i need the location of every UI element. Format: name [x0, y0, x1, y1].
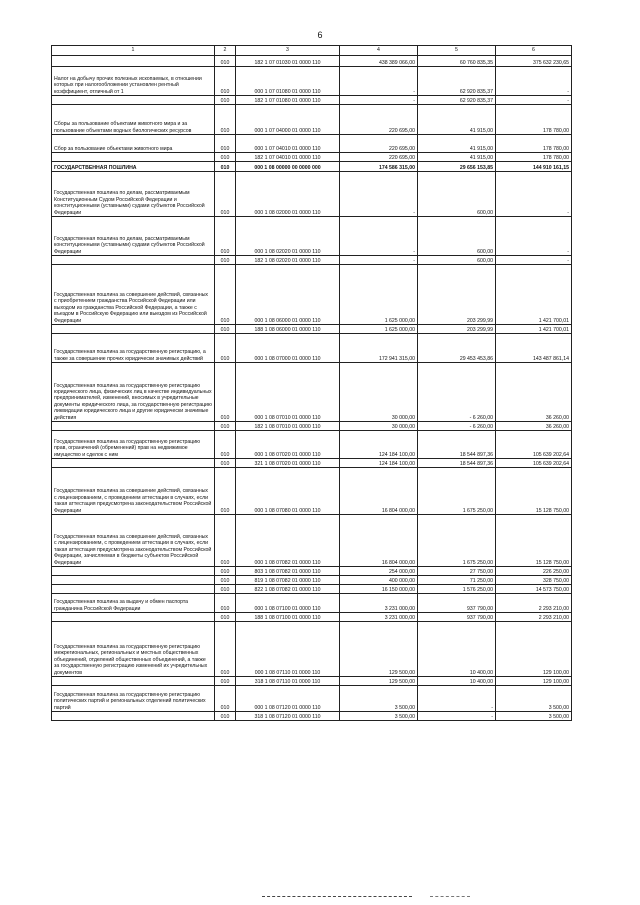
header-col-2: 2: [215, 46, 236, 56]
row-unexecuted-cell: 2 293 210,00: [496, 613, 572, 622]
table-row: [52, 172, 572, 217]
row-line-code-cell: 010: [215, 431, 236, 459]
row-name-cell: [52, 459, 215, 468]
table-row: [52, 622, 572, 677]
row-name-cell: Государственная пошлина за государственную регистрацию прав, ограничений (обременений) прав на недвижимое имущество и сделок с ним: [52, 431, 215, 459]
table-row: [52, 105, 572, 135]
row-executed-cell: 1 576 250,00: [418, 585, 496, 594]
row-budget-code-cell: 182 1 07 01030 01 0000 110: [236, 56, 340, 67]
row-executed-cell: 41 915,00: [418, 135, 496, 153]
row-approved-cell: 400 000,00: [340, 576, 418, 585]
row-approved-cell: 220 695,00: [340, 153, 418, 162]
row-executed-cell: 203 299,99: [418, 325, 496, 334]
row-approved-cell: -: [340, 256, 418, 265]
table-row: [52, 96, 572, 105]
row-line-code-cell: 010: [215, 256, 236, 265]
row-executed-cell: 62 920 835,37: [418, 67, 496, 96]
row-executed-cell: -: [418, 686, 496, 712]
row-name-cell: Сборы за пользование объектами животного мира и за пользование объектами водных биологических ресурсов: [52, 105, 215, 135]
table-row: [52, 677, 572, 686]
row-unexecuted-cell: 328 750,00: [496, 576, 572, 585]
row-name-cell: [52, 325, 215, 334]
row-unexecuted-cell: 178 780,00: [496, 153, 572, 162]
header-col-3: 3: [236, 46, 340, 56]
row-executed-cell: 600,00: [418, 217, 496, 256]
row-executed-cell: 18 544 897,36: [418, 431, 496, 459]
row-unexecuted-cell: 105 639 202,64: [496, 431, 572, 459]
table-row: [52, 712, 572, 721]
row-executed-cell: 41 915,00: [418, 105, 496, 135]
row-line-code-cell: 010: [215, 422, 236, 431]
row-executed-cell: 62 920 835,37: [418, 96, 496, 105]
row-name-cell: Государственная пошлина за государственную регистрацию политических партий и региональных отделений политических партий: [52, 686, 215, 712]
row-budget-code-cell: 000 1 07 01080 01 0000 110: [236, 67, 340, 96]
row-unexecuted-cell: 178 780,00: [496, 135, 572, 153]
row-approved-cell: 129 500,00: [340, 622, 418, 677]
row-line-code-cell: 010: [215, 515, 236, 567]
table-row: [52, 56, 572, 67]
row-approved-cell: -: [340, 96, 418, 105]
row-name-cell: Государственная пошлина по делам, рассматриваемым Конституционным Судом Российской Федерации и конституционными (уставными) судами субъектов Российской Федерации: [52, 172, 215, 217]
row-name-cell: Государственная пошлина за совершение действий, связанных с лицензированием, с проведением аттестации в случаях, если такая аттестация предусмотрена законодательством Российской Федерации, зачисляемая в бюджеты субъектов Российской Федерации: [52, 515, 215, 567]
row-budget-code-cell: 000 1 08 06000 01 0000 110: [236, 265, 340, 325]
row-unexecuted-cell: 1 421 700,01: [496, 325, 572, 334]
row-name-cell: [52, 56, 215, 67]
row-unexecuted-cell: 129 100,00: [496, 677, 572, 686]
row-approved-cell: 3 231 000,00: [340, 594, 418, 613]
table-row: [52, 256, 572, 265]
row-line-code-cell: 010: [215, 265, 236, 325]
row-approved-cell: 16 804 000,00: [340, 468, 418, 515]
row-unexecuted-cell: 2 293 210,00: [496, 594, 572, 613]
row-unexecuted-cell: -: [496, 67, 572, 96]
row-unexecuted-cell: 129 100,00: [496, 622, 572, 677]
table-row: [52, 363, 572, 422]
row-approved-cell: 16 150 000,00: [340, 585, 418, 594]
row-budget-code-cell: 318 1 08 07120 01 0000 110: [236, 712, 340, 721]
row-budget-code-cell: 000 1 08 07000 01 0000 110: [236, 334, 340, 363]
row-name-cell: [52, 153, 215, 162]
row-line-code-cell: 010: [215, 96, 236, 105]
row-executed-cell: 203 299,99: [418, 265, 496, 325]
row-budget-code-cell: 803 1 08 07082 01 0000 110: [236, 567, 340, 576]
row-name-cell: Государственная пошлина за государственную регистрацию юридического лица, физических лиц в качестве индивидуальных предпринимателей, изменений, вносимых в учредительные документы юридического лица, за государственную регистрацию ликвидации юридического лица и другие юридически значимые действия: [52, 363, 215, 422]
row-line-code-cell: 010: [215, 363, 236, 422]
row-approved-cell: 30 000,00: [340, 363, 418, 422]
row-unexecuted-cell: 1 421 700,01: [496, 265, 572, 325]
row-approved-cell: 3 500,00: [340, 686, 418, 712]
row-approved-cell: 3 231 000,00: [340, 613, 418, 622]
row-approved-cell: 254 000,00: [340, 567, 418, 576]
row-approved-cell: 16 804 000,00: [340, 515, 418, 567]
row-unexecuted-cell: 36 260,00: [496, 363, 572, 422]
row-budget-code-cell: 822 1 08 07082 01 0000 110: [236, 585, 340, 594]
row-budget-code-cell: 000 1 08 07080 01 0000 110: [236, 468, 340, 515]
row-name-cell: Государственная пошлина за совершение действий, связанных с лицензированием, с проведением аттестации в случаях, если такая аттестация предусмотрена законодательством Российской Федерации: [52, 468, 215, 515]
row-line-code-cell: 010: [215, 135, 236, 153]
header-col-4: 4: [340, 46, 418, 56]
row-unexecuted-cell: 226 250,00: [496, 567, 572, 576]
row-budget-code-cell: 188 1 08 06000 01 0000 110: [236, 325, 340, 334]
row-line-code-cell: 010: [215, 712, 236, 721]
row-unexecuted-cell: 178 780,00: [496, 105, 572, 135]
row-executed-cell: 71 250,00: [418, 576, 496, 585]
row-name-cell: Налог на добычу прочих полезных ископаемых, в отношении которых при налогообложении установлен рентный коэффициент, отличный от 1: [52, 67, 215, 96]
row-line-code-cell: 010: [215, 67, 236, 96]
table-row: [52, 217, 572, 256]
row-line-code-cell: 010: [215, 576, 236, 585]
row-line-code-cell: 010: [215, 153, 236, 162]
row-executed-cell: 1 675 250,00: [418, 515, 496, 567]
row-executed-cell: 10 400,00: [418, 677, 496, 686]
table-row: [52, 459, 572, 468]
row-executed-cell: 937 790,00: [418, 594, 496, 613]
row-executed-cell: 18 544 897,36: [418, 459, 496, 468]
row-name-cell: [52, 567, 215, 576]
row-budget-code-cell: 000 1 08 07120 01 0000 110: [236, 686, 340, 712]
budget-income-table: [51, 45, 572, 721]
row-approved-cell: 172 941 315,00: [340, 334, 418, 363]
row-executed-cell: 600,00: [418, 256, 496, 265]
table-row: [52, 431, 572, 459]
row-unexecuted-cell: 375 632 230,65: [496, 56, 572, 67]
row-budget-code-cell: 000 1 08 07010 01 0000 110: [236, 363, 340, 422]
row-budget-code-cell: 182 1 08 07010 01 0000 110: [236, 422, 340, 431]
row-line-code-cell: 010: [215, 459, 236, 468]
footer-divider-short: [430, 896, 470, 897]
row-name-cell: [52, 712, 215, 721]
row-budget-code-cell: 000 1 08 07020 01 0000 110: [236, 431, 340, 459]
row-executed-cell: 27 750,00: [418, 567, 496, 576]
row-line-code-cell: 010: [215, 325, 236, 334]
row-approved-cell: 30 000,00: [340, 422, 418, 431]
row-budget-code-cell: 819 1 08 07082 01 0000 110: [236, 576, 340, 585]
row-unexecuted-cell: -: [496, 217, 572, 256]
row-executed-cell: - 6 260,00: [418, 422, 496, 431]
table-row: [52, 567, 572, 576]
row-name-cell: Государственная пошлина по делам, рассматриваемым конституционными (уставными) судами субъектов Российской Федерации: [52, 217, 215, 256]
row-approved-cell: -: [340, 172, 418, 217]
table-row: [52, 153, 572, 162]
row-budget-code-cell: 000 1 07 04010 01 0000 110: [236, 135, 340, 153]
row-executed-cell: 29 453 453,86: [418, 334, 496, 363]
header-col-5: 5: [418, 46, 496, 56]
row-executed-cell: 60 760 835,35: [418, 56, 496, 67]
header-col-6: 6: [496, 46, 572, 56]
row-approved-cell: -: [340, 217, 418, 256]
row-budget-code-cell: 188 1 08 07100 01 0000 110: [236, 613, 340, 622]
row-name-cell: ГОСУДАРСТВЕННАЯ ПОШЛИНА: [52, 162, 215, 172]
table-row: [52, 576, 572, 585]
row-budget-code-cell: 182 1 08 02020 01 0000 110: [236, 256, 340, 265]
row-name-cell: Государственная пошлина за государственную регистрацию межрегиональных, региональных и местных общественных объединений, отделений общественных объединений, а также за государственную регистрацию изменений их учредительных документов: [52, 622, 215, 677]
row-unexecuted-cell: 3 500,00: [496, 686, 572, 712]
table-row: [52, 613, 572, 622]
row-unexecuted-cell: 3 500,00: [496, 712, 572, 721]
row-budget-code-cell: 000 1 07 04000 01 0000 110: [236, 105, 340, 135]
table-row: [52, 334, 572, 363]
header-col-1: 1: [52, 46, 215, 56]
row-executed-cell: 29 656 153,85: [418, 162, 496, 172]
footer-divider: [262, 896, 412, 897]
row-approved-cell: -: [340, 67, 418, 96]
row-line-code-cell: 010: [215, 677, 236, 686]
row-approved-cell: 3 500,00: [340, 712, 418, 721]
row-executed-cell: 600,00: [418, 172, 496, 217]
table-row: [52, 265, 572, 325]
row-line-code-cell: 010: [215, 172, 236, 217]
table-row: [52, 585, 572, 594]
row-unexecuted-cell: -: [496, 256, 572, 265]
row-name-cell: [52, 422, 215, 431]
table-header-row: [52, 46, 572, 56]
row-name-cell: Государственная пошлина за выдачу и обмен паспорта гражданина Российской Федерации: [52, 594, 215, 613]
row-executed-cell: 41 915,00: [418, 153, 496, 162]
row-approved-cell: 129 500,00: [340, 677, 418, 686]
table-row: [52, 67, 572, 96]
table-row: [52, 515, 572, 567]
row-line-code-cell: 010: [215, 585, 236, 594]
row-executed-cell: -: [418, 712, 496, 721]
row-budget-code-cell: 000 1 08 07100 01 0000 110: [236, 594, 340, 613]
row-executed-cell: - 6 260,00: [418, 363, 496, 422]
row-budget-code-cell: 000 1 08 07082 01 0000 110: [236, 515, 340, 567]
row-unexecuted-cell: 105 639 202,64: [496, 459, 572, 468]
row-unexecuted-cell: 36 260,00: [496, 422, 572, 431]
row-budget-code-cell: 318 1 08 07110 01 0000 110: [236, 677, 340, 686]
row-line-code-cell: 010: [215, 686, 236, 712]
row-budget-code-cell: 000 1 08 07110 01 0000 110: [236, 622, 340, 677]
table-row: [52, 594, 572, 613]
row-budget-code-cell: 321 1 08 07020 01 0000 110: [236, 459, 340, 468]
row-budget-code-cell: 000 1 08 00000 00 0000 000: [236, 162, 340, 172]
row-unexecuted-cell: 14 573 750,00: [496, 585, 572, 594]
row-name-cell: Сбор за пользование объектами животного мира: [52, 135, 215, 153]
row-line-code-cell: 010: [215, 468, 236, 515]
table-row: [52, 686, 572, 712]
row-approved-cell: 174 586 315,00: [340, 162, 418, 172]
row-executed-cell: 10 400,00: [418, 622, 496, 677]
row-name-cell: [52, 576, 215, 585]
table-body: [52, 56, 572, 721]
page-number: 6: [317, 30, 323, 40]
row-budget-code-cell: 000 1 08 02020 01 0000 110: [236, 217, 340, 256]
row-unexecuted-cell: 15 128 750,00: [496, 468, 572, 515]
row-name-cell: Государственная пошлина за государственную регистрацию, а также за совершение прочих юридически значимых действий: [52, 334, 215, 363]
row-approved-cell: 220 695,00: [340, 135, 418, 153]
table-row: [52, 468, 572, 515]
row-executed-cell: 937 790,00: [418, 613, 496, 622]
row-line-code-cell: 010: [215, 567, 236, 576]
row-line-code-cell: 010: [215, 334, 236, 363]
table-row: [52, 325, 572, 334]
row-name-cell: [52, 677, 215, 686]
row-line-code-cell: 010: [215, 613, 236, 622]
row-budget-code-cell: 000 1 08 02000 01 0000 110: [236, 172, 340, 217]
row-unexecuted-cell: -: [496, 96, 572, 105]
row-line-code-cell: 010: [215, 162, 236, 172]
row-line-code-cell: 010: [215, 594, 236, 613]
row-budget-code-cell: 182 1 07 01080 01 0000 110: [236, 96, 340, 105]
row-unexecuted-cell: 15 128 750,00: [496, 515, 572, 567]
row-executed-cell: 1 675 250,00: [418, 468, 496, 515]
row-approved-cell: 124 184 100,00: [340, 431, 418, 459]
row-line-code-cell: 010: [215, 56, 236, 67]
row-approved-cell: 438 389 066,00: [340, 56, 418, 67]
row-name-cell: Государственная пошлина за совершение действий, связанных с приобретением гражданства Российской Федерации или выходом из гражданства Российской Федерации, а также с въездом в Российскую Федерацию или выездом из Российской Федерации: [52, 265, 215, 325]
row-unexecuted-cell: 143 487 861,14: [496, 334, 572, 363]
row-name-cell: [52, 613, 215, 622]
row-name-cell: [52, 256, 215, 265]
row-approved-cell: 1 625 000,00: [340, 265, 418, 325]
row-approved-cell: 1 625 000,00: [340, 325, 418, 334]
row-name-cell: [52, 96, 215, 105]
table-row: [52, 422, 572, 431]
row-approved-cell: 124 184 100,00: [340, 459, 418, 468]
row-line-code-cell: 010: [215, 622, 236, 677]
row-line-code-cell: 010: [215, 217, 236, 256]
table-row: [52, 162, 572, 172]
row-unexecuted-cell: 144 910 161,15: [496, 162, 572, 172]
row-budget-code-cell: 182 1 07 04010 01 0000 110: [236, 153, 340, 162]
row-approved-cell: 220 695,00: [340, 105, 418, 135]
row-line-code-cell: 010: [215, 105, 236, 135]
row-unexecuted-cell: -: [496, 172, 572, 217]
table-row: [52, 135, 572, 153]
row-name-cell: [52, 585, 215, 594]
